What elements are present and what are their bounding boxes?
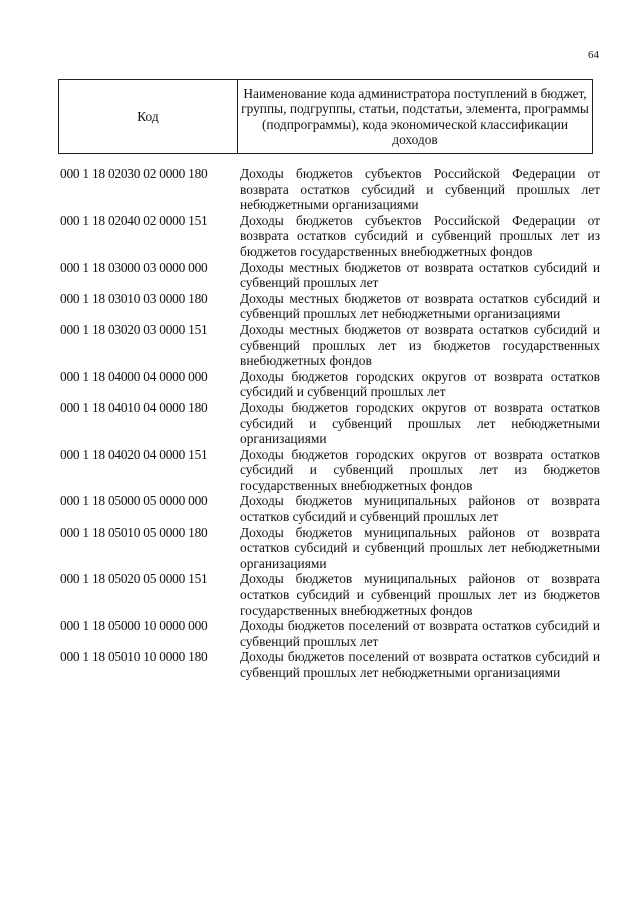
row-code: 000 1 18 05000 05 0000 000	[60, 493, 208, 509]
row-code: 000 1 18 03020 03 0000 151	[60, 321, 208, 337]
row-name: Доходы местных бюджетов от возврата остатков субсидий и субвенций прошлых лет	[240, 259, 600, 291]
table-row	[60, 447, 600, 494]
table-row	[60, 291, 600, 322]
classification-list	[60, 166, 600, 681]
row-code: 000 1 18 02030 02 0000 180	[60, 166, 208, 181]
header-row	[59, 80, 593, 154]
row-name: Доходы местных бюджетов от возврата остатков субсидий и субвенций прошлых лет из бюджетов государственных внебюджетных фондов	[240, 321, 600, 369]
row-code: 000 1 18 05010 10 0000 180	[60, 649, 208, 665]
row-code: 000 1 18 05010 05 0000 180	[60, 524, 208, 540]
row-name: Доходы бюджетов субъектов Российской Федерации от возврата остатков субсидий и субвенций прошлых лет небюджетными организациями	[240, 166, 600, 213]
header-table	[58, 79, 593, 154]
table-row	[60, 493, 600, 524]
page-number: 64	[588, 49, 599, 61]
table-row	[60, 322, 600, 369]
header-code-cell: Код	[59, 80, 238, 154]
row-code: 000 1 18 05020 05 0000 151	[60, 571, 208, 587]
table-row	[60, 213, 600, 260]
table-row	[60, 649, 600, 680]
row-name: Доходы бюджетов поселений от возврата остатков субсидий и субвенций прошлых лет небюджетными организациями	[240, 649, 600, 680]
row-code: 000 1 18 04020 04 0000 151	[60, 446, 208, 462]
row-name: Доходы бюджетов муниципальных районов от возврата остатков субсидий и субвенций прошлых лет небюджетными организациями	[240, 524, 600, 571]
table-row	[60, 166, 600, 213]
row-code: 000 1 18 04000 04 0000 000	[60, 368, 208, 384]
row-name: Доходы бюджетов муниципальных районов от возврата остатков субсидий и субвенций прошлых лет из бюджетов государственных внебюджетных фондов	[240, 571, 600, 618]
row-code: 000 1 18 05000 10 0000 000	[60, 618, 208, 634]
table-row	[60, 369, 600, 400]
row-name: Доходы бюджетов поселений от возврата остатков субсидий и субвенций прошлых лет	[240, 618, 600, 649]
row-code: 000 1 18 03000 03 0000 000	[60, 259, 208, 275]
row-name: Доходы бюджетов городских округов от возврата остатков субсидий и субвенций прошлых лет небюджетными организациями	[240, 399, 600, 447]
row-name: Доходы бюджетов субъектов Российской Федерации от возврата остатков субсидий и субвенций прошлых лет из бюджетов государственных внебюджетных фондов	[240, 212, 600, 259]
row-code: 000 1 18 03010 03 0000 180	[60, 290, 208, 306]
row-name: Доходы бюджетов городских округов от возврата остатков субсидий и субвенций прошлых лет из бюджетов государственных внебюджетных фондов	[240, 446, 600, 493]
row-name: Доходы бюджетов городских округов от возврата остатков субсидий и субвенций прошлых лет	[240, 368, 600, 400]
table-row	[60, 571, 600, 618]
table-row	[60, 400, 600, 447]
row-code: 000 1 18 02040 02 0000 151	[60, 212, 208, 228]
row-name: Доходы местных бюджетов от возврата остатков субсидий и субвенций прошлых лет небюджетными организациями	[240, 290, 600, 322]
table-row	[60, 525, 600, 572]
row-name: Доходы бюджетов муниципальных районов от возврата остатков субсидий и субвенций прошлых лет	[240, 493, 600, 525]
header-name-cell: Наименование кода администратора поступлений в бюджет, группы, подгруппы, статьи, подстатьи, элемента, программы (подпрограммы), кода экономической классификации доходов	[238, 80, 593, 154]
row-code: 000 1 18 04010 04 0000 180	[60, 399, 208, 415]
table-row	[60, 618, 600, 649]
table-row	[60, 260, 600, 291]
